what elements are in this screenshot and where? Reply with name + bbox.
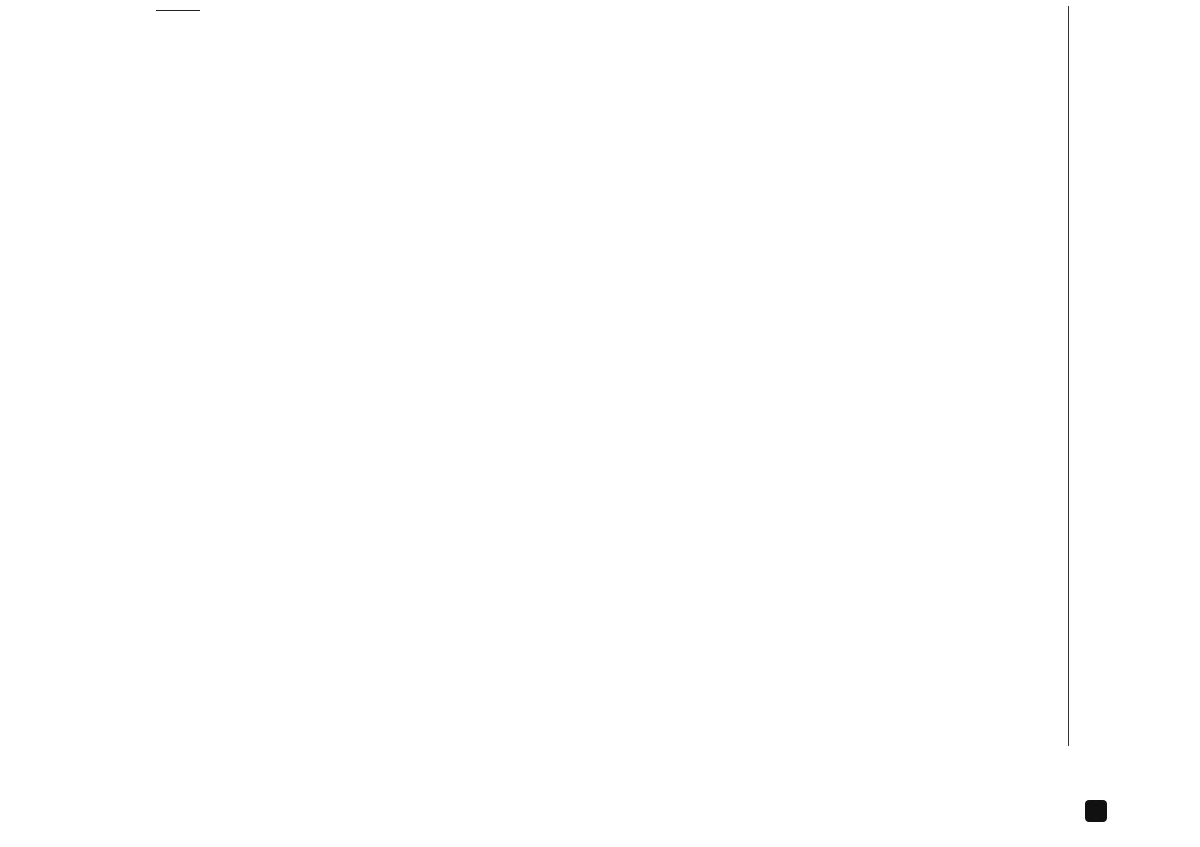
page-3 xyxy=(120,0,586,847)
answer-blank xyxy=(156,10,200,11)
question-28 xyxy=(156,1,556,15)
scanner-logo-icon xyxy=(1085,800,1107,822)
page-4 xyxy=(620,0,1055,847)
option-row xyxy=(120,16,560,31)
options-list xyxy=(120,16,560,31)
binding-line xyxy=(1068,6,1069,746)
